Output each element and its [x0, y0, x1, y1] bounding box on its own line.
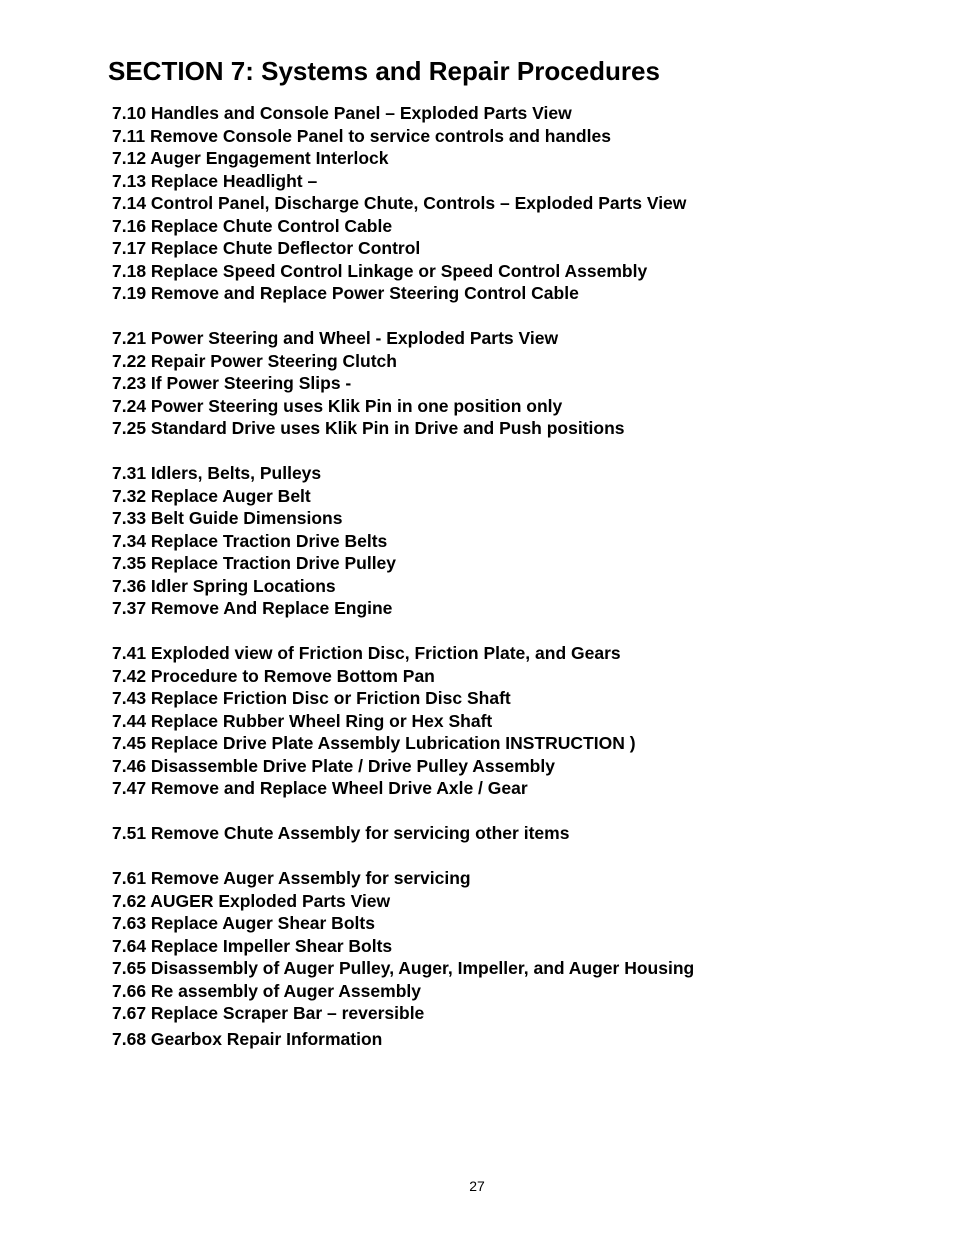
toc-group-belts-pulleys: [112, 462, 872, 620]
toc-entry-7-13[interactable]: 7.13 Replace Headlight –: [112, 170, 318, 191]
toc-entry-7-31[interactable]: 7.31 Idlers, Belts, Pulleys: [112, 463, 322, 483]
toc-group-auger: [112, 867, 872, 1050]
toc-entry-7-22[interactable]: 7.22 Repair Power Steering Clutch: [112, 350, 397, 371]
page-number: 27: [469, 1178, 485, 1194]
toc-entry-7-25[interactable]: 7.25 Standard Drive uses Klik Pin in Drive and Push positions: [112, 418, 625, 438]
toc-entry-7-33[interactable]: 7.33 Belt Guide Dimensions: [112, 508, 343, 528]
table-of-contents: [112, 102, 872, 1073]
toc-entry-7-68[interactable]: 7.68 Gearbox Repair Information: [112, 1028, 383, 1049]
toc-entry-7-37[interactable]: 7.37 Remove And Replace Engine: [112, 598, 393, 618]
toc-entry-7-61[interactable]: 7.61 Remove Auger Assembly for servicing: [112, 868, 471, 888]
toc-entry-7-24[interactable]: 7.24 Power Steering uses Klik Pin in one position only: [112, 395, 563, 416]
toc-group-chute: [112, 822, 872, 845]
toc-entry-7-65[interactable]: 7.65 Disassembly of Auger Pulley, Auger, Impeller, and Auger Housing: [112, 958, 695, 978]
toc-entry-7-21[interactable]: 7.21 Power Steering and Wheel - Exploded Parts View: [112, 328, 559, 348]
toc-entry-7-43[interactable]: 7.43 Replace Friction Disc or Friction Disc Shaft: [112, 688, 511, 708]
toc-group-friction-drive: [112, 642, 872, 800]
toc-entry-7-12[interactable]: 7.12 Auger Engagement Interlock: [112, 148, 389, 168]
toc-group-power-steering: [112, 327, 872, 440]
toc-entry-7-44[interactable]: 7.44 Replace Rubber Wheel Ring or Hex Shaft: [112, 710, 493, 731]
toc-entry-7-42[interactable]: 7.42 Procedure to Remove Bottom Pan: [112, 665, 435, 686]
toc-entry-7-36[interactable]: 7.36 Idler Spring Locations: [112, 575, 336, 596]
toc-entry-7-11[interactable]: 7.11 Remove Console Panel to service controls and handles: [112, 125, 611, 146]
toc-entry-7-45[interactable]: 7.45 Replace Drive Plate Assembly Lubrication INSTRUCTION ): [112, 733, 636, 753]
toc-entry-7-66[interactable]: 7.66 Re assembly of Auger Assembly: [112, 980, 421, 1001]
toc-entry-7-23[interactable]: 7.23 If Power Steering Slips -: [112, 373, 352, 393]
toc-entry-7-14[interactable]: 7.14 Control Panel, Discharge Chute, Controls – Exploded Parts View: [112, 193, 687, 213]
toc-entry-7-47[interactable]: 7.47 Remove and Replace Wheel Drive Axle / Gear: [112, 778, 528, 798]
toc-entry-7-17[interactable]: 7.17 Replace Chute Deflector Control: [112, 238, 421, 258]
toc-entry-7-51[interactable]: 7.51 Remove Chute Assembly for servicing other items: [112, 823, 570, 843]
toc-entry-7-62[interactable]: 7.62 AUGER Exploded Parts View: [112, 890, 391, 911]
toc-entry-7-46[interactable]: 7.46 Disassemble Drive Plate / Drive Pulley Assembly: [112, 755, 555, 776]
toc-entry-7-16[interactable]: 7.16 Replace Chute Control Cable: [112, 215, 393, 236]
toc-entry-7-35[interactable]: 7.35 Replace Traction Drive Pulley: [112, 553, 397, 573]
toc-entry-7-64[interactable]: 7.64 Replace Impeller Shear Bolts: [112, 935, 393, 956]
toc-entry-7-10[interactable]: 7.10 Handles and Console Panel – Exploded Parts View: [112, 103, 572, 123]
toc-entry-7-18[interactable]: 7.18 Replace Speed Control Linkage or Speed Control Assembly: [112, 260, 648, 281]
toc-entry-7-67[interactable]: 7.67 Replace Scraper Bar – reversible: [112, 1003, 425, 1023]
toc-entry-7-34[interactable]: 7.34 Replace Traction Drive Belts: [112, 530, 388, 551]
page-title: SECTION 7: Systems and Repair Procedures: [108, 56, 660, 86]
toc-entry-7-41[interactable]: 7.41 Exploded view of Friction Disc, Friction Plate, and Gears: [112, 643, 621, 663]
toc-entry-7-63[interactable]: 7.63 Replace Auger Shear Bolts: [112, 913, 375, 933]
toc-entry-7-19[interactable]: 7.19 Remove and Replace Power Steering Control Cable: [112, 283, 579, 303]
toc-entry-7-32[interactable]: 7.32 Replace Auger Belt: [112, 485, 311, 506]
toc-group-handles-console: [112, 102, 872, 305]
